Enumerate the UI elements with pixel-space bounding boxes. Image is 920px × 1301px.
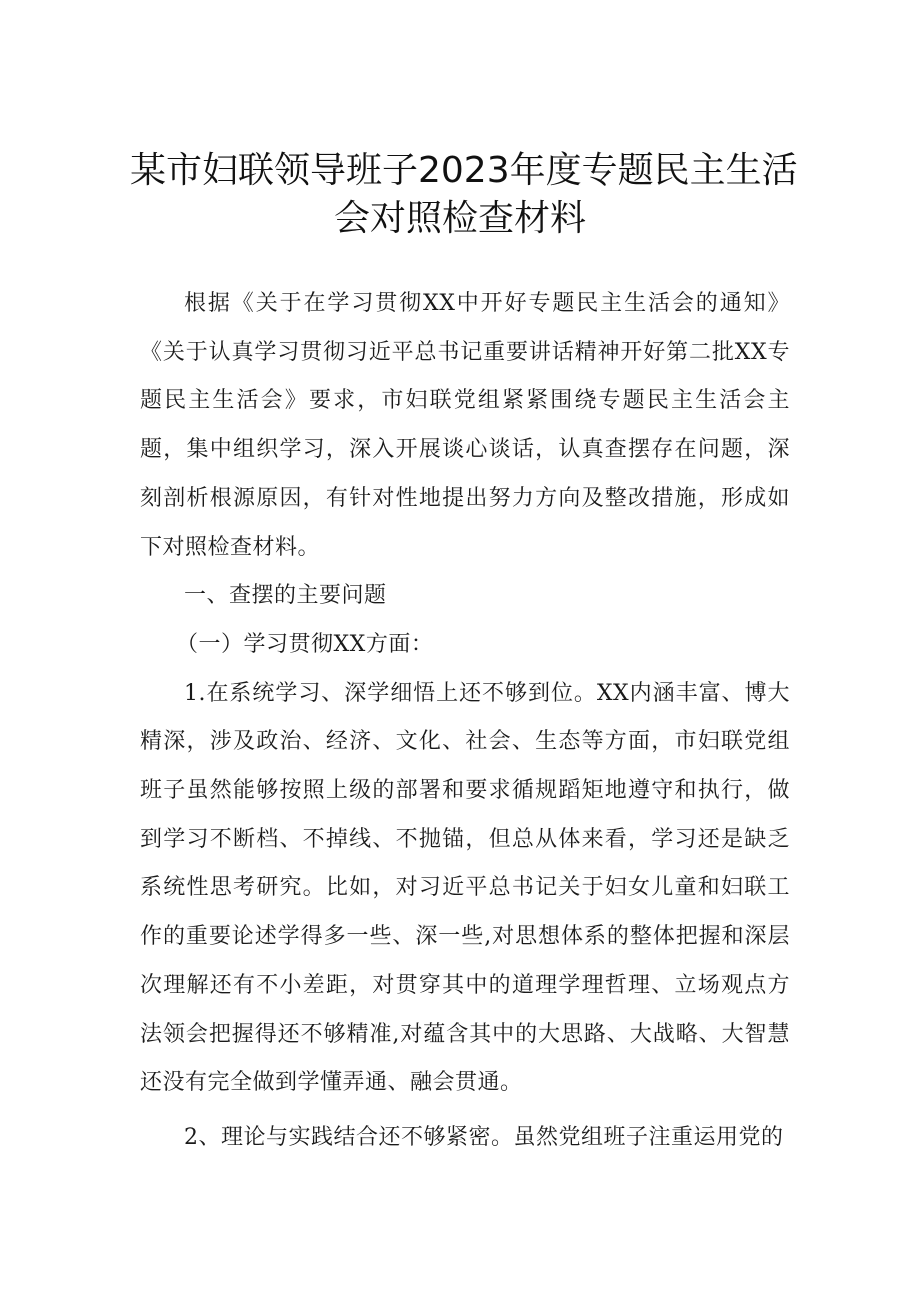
document-title-line-1: 某市妇联领导班子2023年度专题民主生活 [130,150,798,191]
section-heading: 一、查摆的主要问题 [184,583,387,609]
intro-paragraph: 根据《关于在学习贯彻XX中开好专题民主生活会的通知》《关于认真学习贯彻习近平总书记重要讲话精神开好第二批XX专题民主生活会》要求，市妇联党组紧紧围绕专题民主生活会主题，集中组织学习，深入开展谈心谈话，认真查摆存在问题，深刻剖析根源原因，有针对性地提出努力方向及整改措施，形成如下对照检查材料。 [140,291,790,560]
document-title-line-2: 会对照检查材料 [333,198,586,239]
document-body [140,280,790,1163]
point-2-paragraph: 2、理论与实践结合还不够紧密。虽然党组班子注重运用党的 [184,1124,784,1150]
subsection-heading: （一）学习贯彻XX方面： [176,631,434,657]
point-1-paragraph: 1.在系统学习、深学细悟上还不够到位。XX内涵丰富、博大精深，涉及政治、经济、文化、社会、生态等方面，市妇联党组班子虽然能够按照上级的部署和要求循规蹈矩地遵守和执行，做到学习不断档、不掉线、不抛锚，但总从体来看，学习还是缺乏系统性思考研究。比如，对习近平总书记关于妇女儿童和妇联工作的重要论述学得多一些、深一些,对思想体系的整体把握和深层次理解还有不小差距，对贯穿其中的道理学理哲理、立场观点方法领会把握得还不够精准,对蕴含其中的大思路、大战略、大智慧还没有完全做到学懂弄通、融会贯通。 [140,680,790,1096]
